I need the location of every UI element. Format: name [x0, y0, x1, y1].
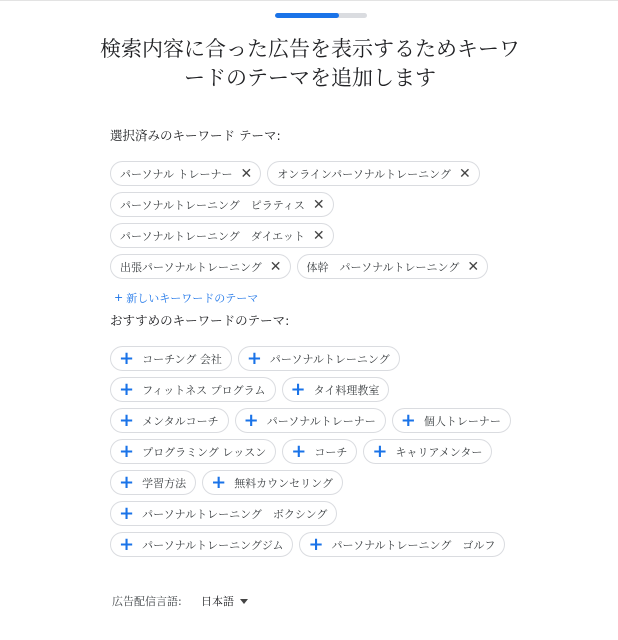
selected-theme-text: パーソナルトレーニング ピラティス	[120, 198, 305, 212]
remove-theme-close-icon[interactable]: ✕	[240, 165, 253, 182]
caret-down-icon	[240, 599, 248, 604]
plus-icon: +	[114, 291, 124, 304]
suggested-theme-text: パーソナルトレーニング ボクシング	[142, 507, 328, 521]
suggested-theme-text: プログラミング レッスン	[142, 445, 267, 459]
progress-bar	[275, 13, 367, 18]
remove-theme-close-icon[interactable]: ✕	[312, 227, 325, 244]
page-title: 検索内容に合った広告を表示するためキーワードのテーマを追加します	[100, 37, 520, 90]
selected-theme-chip	[267, 161, 479, 186]
plus-icon: +	[119, 533, 135, 555]
selected-themes-label: 選択済みのキーワード テーマ:	[110, 128, 281, 143]
plus-icon: +	[400, 409, 416, 431]
remove-theme-close-icon[interactable]: ✕	[467, 258, 480, 275]
plus-icon: +	[119, 502, 135, 524]
selected-theme-chip	[110, 223, 334, 248]
suggested-theme-text: パーソナルトレーナー	[266, 414, 376, 428]
selected-theme-chip	[297, 254, 489, 279]
suggested-theme-chip[interactable]	[282, 377, 390, 402]
plus-icon: +	[211, 471, 227, 493]
suggested-theme-chip[interactable]	[110, 377, 276, 402]
ad-language-value: 日本語	[201, 595, 234, 608]
remove-theme-close-icon[interactable]: ✕	[458, 165, 471, 182]
add-new-theme-text: 新しいキーワードのテーマ	[126, 291, 259, 305]
remove-theme-close-icon[interactable]: ✕	[269, 258, 282, 275]
plus-icon: +	[290, 378, 306, 400]
suggested-theme-chip[interactable]	[110, 532, 293, 557]
plus-icon: +	[119, 409, 135, 431]
suggested-theme-chip[interactable]	[235, 408, 386, 433]
suggested-theme-text: コーチ	[314, 445, 348, 459]
suggested-theme-chip[interactable]	[110, 439, 276, 464]
selected-theme-text: 体幹 パーソナルトレーニング	[306, 260, 460, 274]
suggested-theme-chip[interactable]	[282, 439, 357, 464]
suggested-theme-chip[interactable]	[202, 470, 343, 495]
top-divider	[0, 0, 618, 1]
suggested-theme-chip[interactable]	[110, 470, 196, 495]
plus-icon: +	[308, 533, 324, 555]
suggested-theme-text: 個人トレーナー	[423, 414, 501, 428]
progress-fill	[275, 13, 339, 18]
selected-theme-chip	[110, 254, 291, 279]
suggested-theme-text: パーソナルトレーニング ゴルフ	[331, 538, 496, 552]
plus-icon: +	[119, 347, 135, 369]
suggested-theme-text: メンタルコーチ	[142, 414, 219, 428]
plus-icon: +	[291, 440, 307, 462]
suggested-theme-chip[interactable]	[299, 532, 505, 557]
selected-theme-chip	[110, 192, 334, 217]
suggested-theme-chip[interactable]	[363, 439, 492, 464]
selected-theme-chip	[110, 161, 261, 186]
selected-themes-list	[110, 161, 520, 310]
suggested-theme-text: コーチング 会社	[142, 352, 222, 366]
ad-language-label: 広告配信言語:	[112, 595, 182, 608]
suggested-themes-label: おすすめのキーワードのテーマ:	[110, 313, 290, 328]
suggested-theme-text: キャリアメンター	[395, 445, 483, 459]
plus-icon: +	[119, 378, 135, 400]
suggested-theme-chip[interactable]	[110, 501, 337, 526]
add-new-theme-link[interactable]	[114, 285, 258, 310]
suggested-theme-text: フィットネス プログラム	[142, 383, 266, 397]
selected-theme-text: オンラインパーソナルトレーニング	[277, 167, 451, 181]
suggested-theme-chip[interactable]	[110, 346, 232, 371]
suggested-theme-chip[interactable]	[110, 408, 229, 433]
suggested-theme-text: パーソナルトレーニング	[269, 352, 390, 366]
plus-icon: +	[119, 471, 135, 493]
plus-icon: +	[243, 409, 259, 431]
suggested-theme-text: 学習方法	[142, 476, 187, 490]
suggested-theme-chip[interactable]	[392, 408, 511, 433]
plus-icon: +	[246, 347, 262, 369]
ad-language-select[interactable]	[201, 593, 248, 609]
selected-theme-text: パーソナル トレーナー	[120, 167, 233, 181]
suggested-theme-chip[interactable]	[238, 346, 400, 371]
suggested-theme-text: タイ料理教室	[313, 383, 380, 397]
selected-theme-text: パーソナルトレーニング ダイエット	[120, 229, 305, 243]
remove-theme-close-icon[interactable]: ✕	[312, 196, 325, 213]
suggested-themes-list	[110, 346, 520, 563]
suggested-theme-text: 無料カウンセリング	[234, 476, 333, 490]
suggested-theme-text: パーソナルトレーニングジム	[142, 538, 284, 552]
plus-icon: +	[119, 440, 135, 462]
plus-icon: +	[372, 440, 388, 462]
selected-theme-text: 出張パーソナルトレーニング	[120, 260, 262, 274]
